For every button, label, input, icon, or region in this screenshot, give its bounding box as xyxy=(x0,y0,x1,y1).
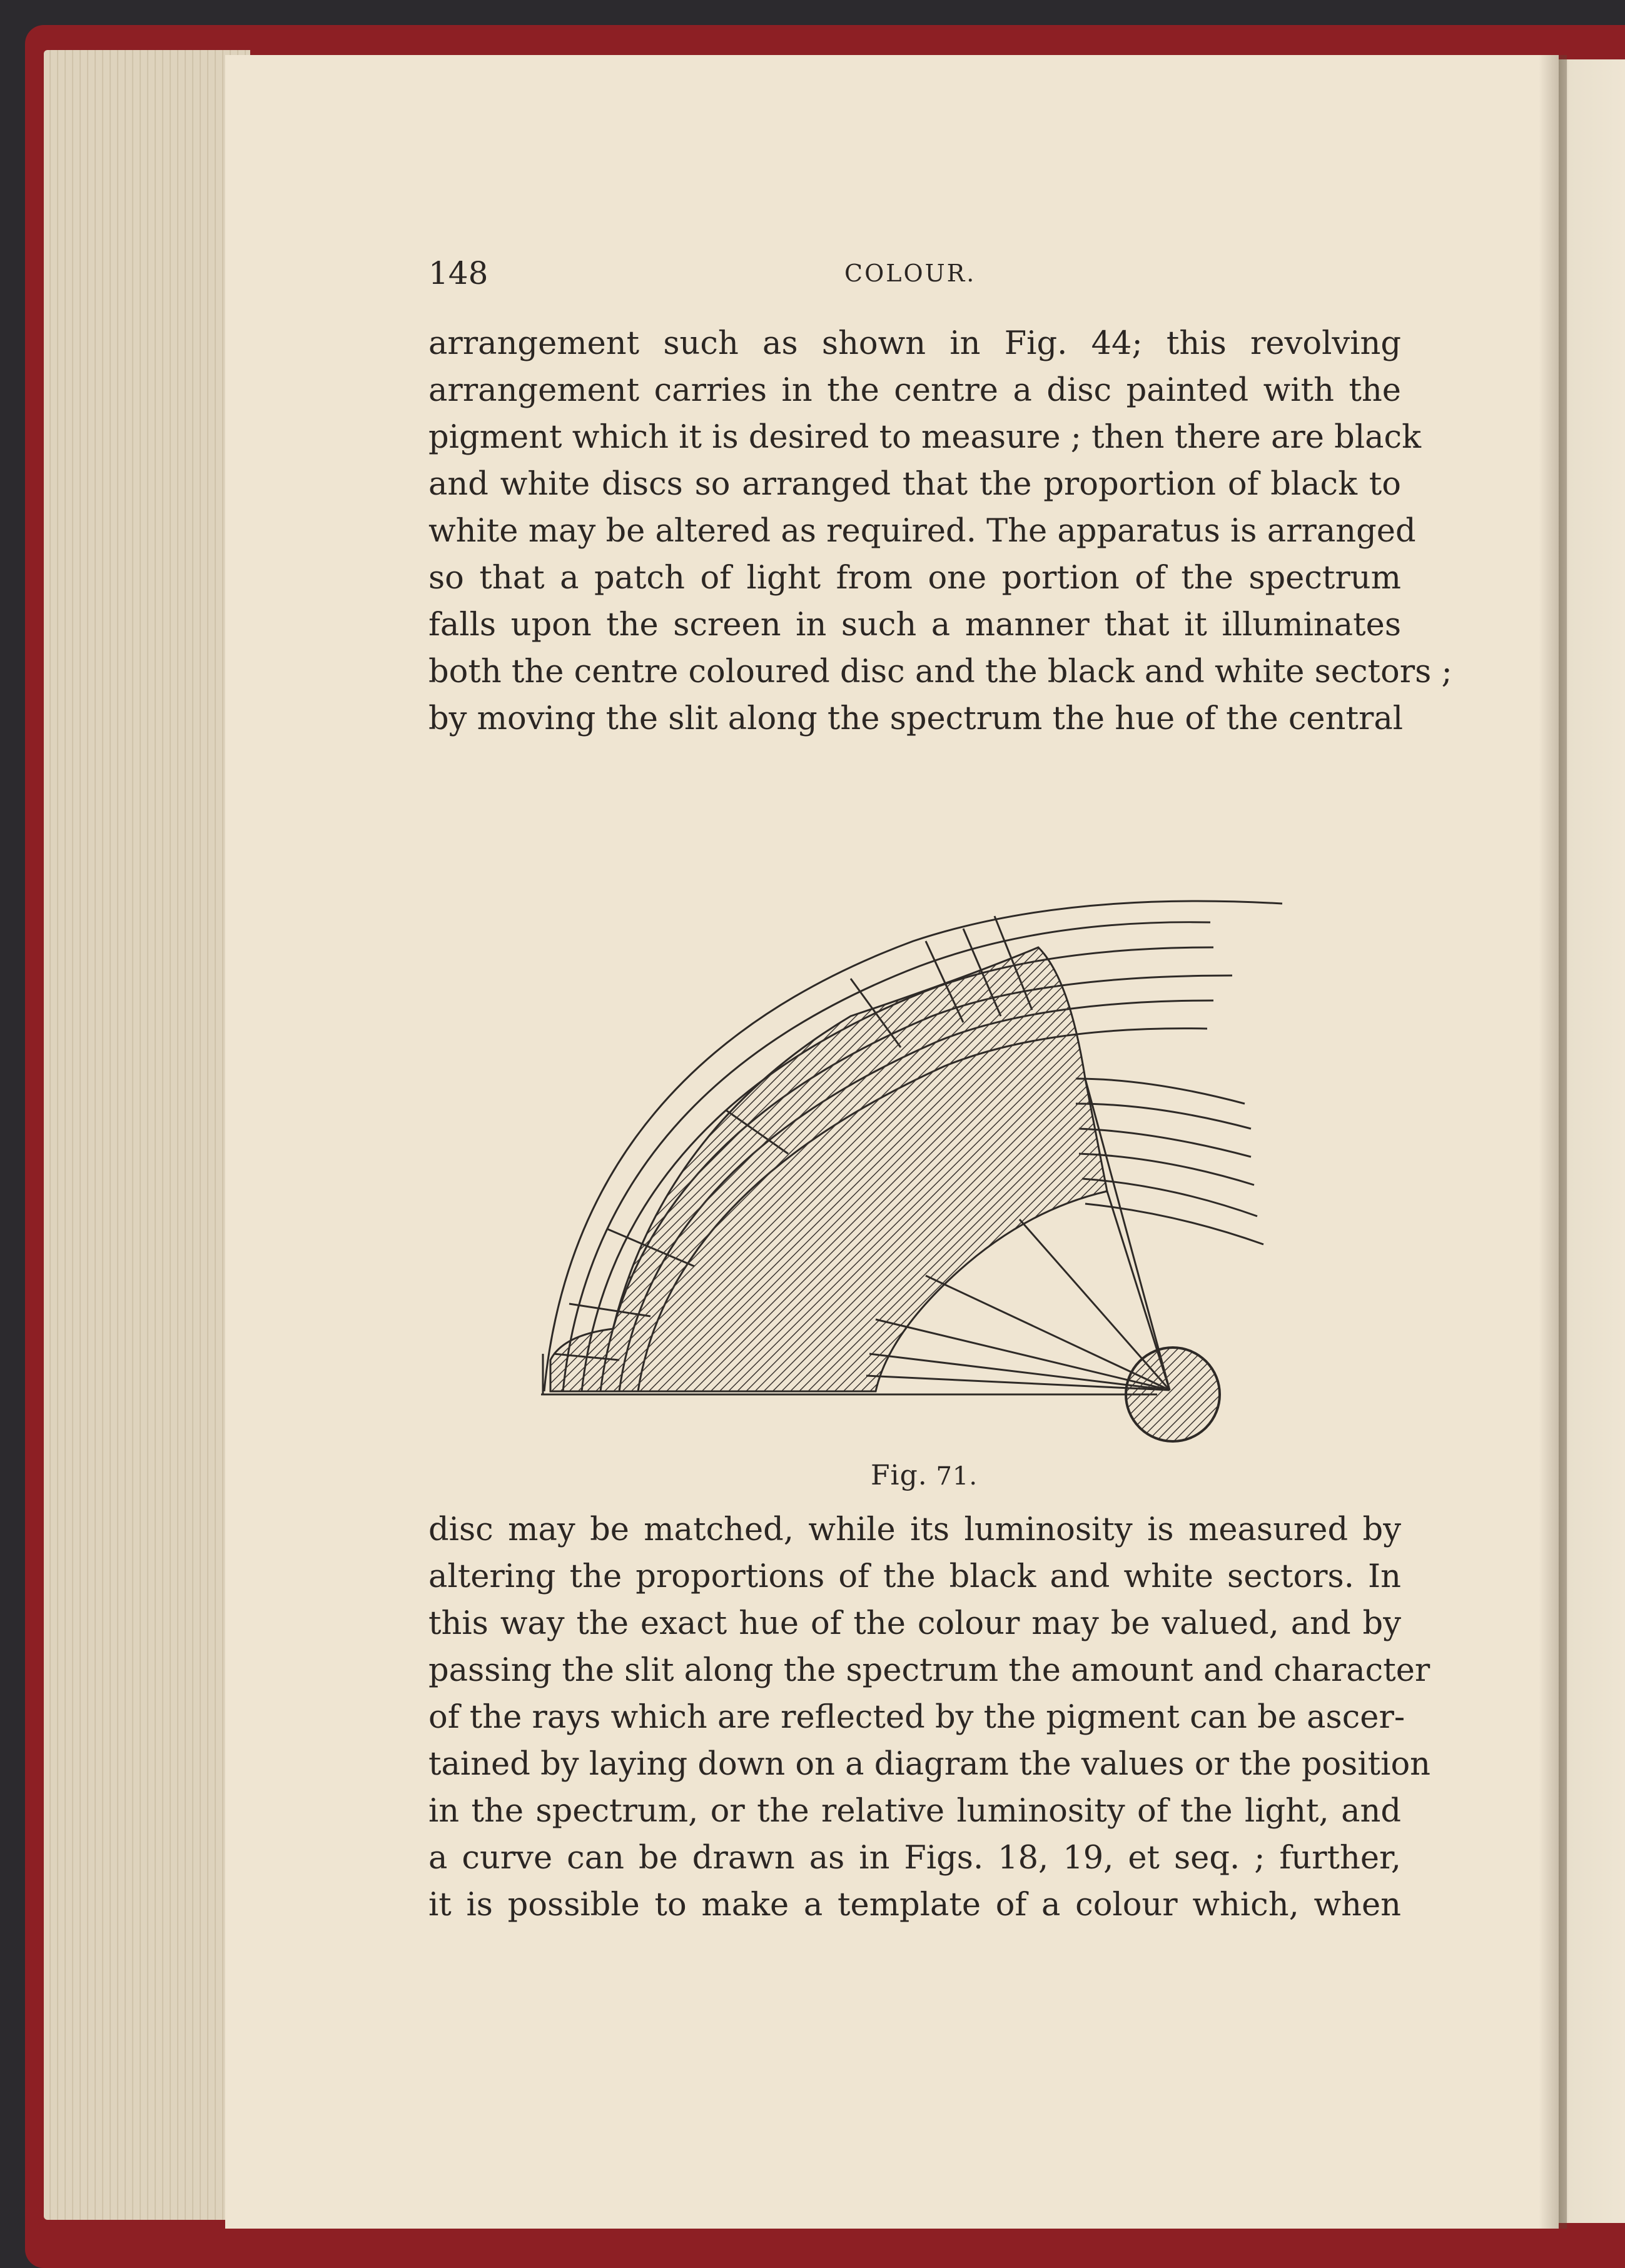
text-line: passing the slit along the spectrum the amount and character xyxy=(428,1652,1430,1689)
caption-prefix: Fig. xyxy=(871,1459,928,1491)
text-line: by moving the slit along the spectrum the hue of the central xyxy=(428,700,1404,737)
text-line: falls upon the screen in such a manner that it illuminates xyxy=(428,607,1401,643)
paragraph-top xyxy=(428,320,1452,742)
text-line: this way the exact hue of the colour may be valued, and by xyxy=(428,1605,1401,1642)
central-disc xyxy=(1126,1348,1220,1441)
text-line: a curve can be drawn as in Figs. 18, 19, et seq. ; further, xyxy=(428,1840,1401,1877)
text-line: so that a patch of light from one portion of the spectrum xyxy=(428,560,1401,597)
text-line: arrangement such as shown in Fig. 44; this revolving xyxy=(428,325,1401,362)
running-head: COLOUR. xyxy=(844,260,976,287)
page-number: 148 xyxy=(428,255,489,291)
page-edges xyxy=(44,50,250,2220)
page-gutter-shadow xyxy=(1539,55,1567,2229)
facing-page-edge xyxy=(1557,59,1625,2223)
figure-caption xyxy=(871,1457,996,1494)
lower-curves xyxy=(1076,1079,1263,1244)
text-line: arrangement carries in the centre a disc painted with the xyxy=(428,372,1401,409)
text-line: disc may be matched, while its luminosity is measured by xyxy=(428,1511,1401,1548)
text-line: both the centre coloured disc and the black and white sectors ; xyxy=(428,653,1452,690)
text-line: tained by laying down on a diagram the values or the position xyxy=(428,1746,1431,1783)
text-line: in the spectrum, or the relative luminosity of the light, and xyxy=(428,1793,1401,1830)
paragraph-bottom xyxy=(428,1506,1431,1928)
text-line: it is possible to make a template of a colour which, when xyxy=(428,1887,1401,1923)
page-header xyxy=(428,251,1398,295)
hatched-luminosity-area xyxy=(550,947,1107,1391)
text-line: of the rays which are reflected by the pigment can be ascer- xyxy=(428,1699,1405,1736)
text-line: white may be altered as required. The apparatus is arranged xyxy=(428,513,1416,550)
text-line: altering the proportions of the black and white sectors. In xyxy=(428,1558,1401,1595)
caption-number: 71. xyxy=(936,1462,978,1491)
figure-71-illustration xyxy=(525,753,1295,1448)
text-line: pigment which it is desired to measure ; then there are black xyxy=(428,419,1422,456)
text-line: and white discs so arranged that the proportion of black to xyxy=(428,466,1401,503)
